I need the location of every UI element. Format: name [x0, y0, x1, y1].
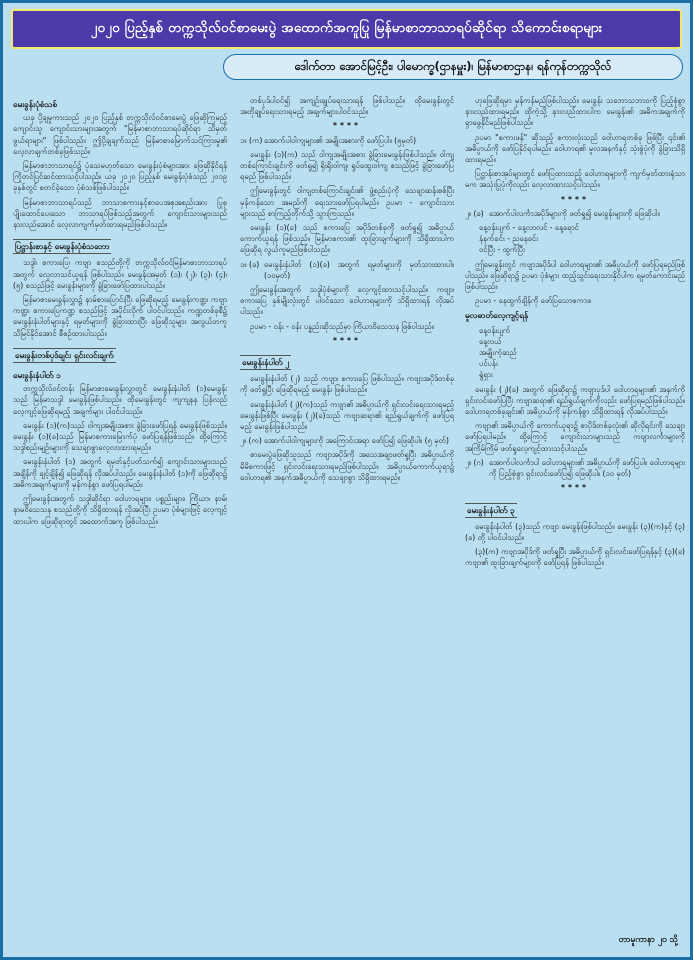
section-heading: မေးခွန်းနံပါတ် ၂	[240, 355, 291, 370]
list-item: အမျိုးကဲ့ဆည်	[479, 348, 517, 358]
paragraph: မေးခွန်းနံပါတ် (၃)သည် ကဗျာ မေးခွန်းဖြစ်ပါသည်။ မေးခွန်း (၃)(က)နှင့် (၃)(ခ) တို့ ပါဝင်ပါသည်။	[465, 521, 685, 542]
question-item	[465, 457, 685, 479]
section-break: ****	[561, 194, 589, 204]
list-item: နေ့ဝန်းပျက်	[479, 325, 511, 335]
paragraph: ကဗျာ၏ အဓိပ္ပာယ်ကို ကောက်ယူရာ၌ စာပိုဒ်တစ်ခုလုံး၏ ဆိုလိုရင်းကို သေချာဖော်ပြရပါမည်။ ထို့ကြောင့် ကျောင်းသားများသည် ကဗျာလင်္ကာများကို အကြိမ်ကြိမ် ဖတ်ရှုလေ့ကျင့်ထားသင့်ပါသည်။	[465, 421, 685, 453]
word-list	[479, 325, 685, 381]
document-title: ၂၀၂၀ ပြည့်နှစ် တက္ကသိုလ်ဝင်စာမေးပွဲ အထောက်အကူပြု မြန်မာစာဘာသာရပ်ဆိုင်ရာ သိကောင်းစရာများ	[90, 20, 603, 36]
section-heading: ပြဋ္ဌာန်းစာနှင့် မေးခွန်းပုံစံသဘော	[13, 239, 111, 254]
author-line: ဒေါက်တာ အောင်မြင့်ဦး၊ ပါမောက္ခ(ဌာနမှူး)၊ မြန်မာစာဌာန၊ ရန်ကုန်တက္ကသိုလ်	[294, 58, 612, 73]
paragraph: (၃)(က) ကဗျာအပိုဒ်ကို ဖတ်ရှုပြီး အဓိပ္ပာယ်ကို ရှင်းလင်းဖော်ပြရန်နှင့် (၃)(ခ) ကဗျာ၏ ထူးခြားချက်များကို ဖော်ပြရန် ဖြစ်ပါသည်။	[465, 547, 685, 568]
paragraph: ပြဋ္ဌာန်းစာအုပ်များတွင် ဖော်ပြထားသည့် ဝေါဟာရများကို ကျက်မှတ်ထားရုံသာမက အသုံးပြုပုံကိုလည်း လေ့လာထားသင့်ပါသည်။	[465, 169, 685, 190]
question-number: ၂။ (က)	[240, 436, 262, 446]
question-number: ၁။ (ခ)	[240, 259, 260, 269]
paragraph: စာမေးပွဲဖြေဆိုသူသည် ကဗျာအပိုဒ်ကို အသေအချာဖတ်ရှုပြီး အဓိပ္ပာယ်ကို မိမိစကားဖြင့် ရှင်းလင်းရေးသားရမည်ဖြစ်ပါသည်။ အဓိပ္ပာယ်ကောက်ယူရာ၌ ဝေါဟာရ၏ အနက်အဓိပ္ပာယ်ကို သေချာစွာ သိရှိထားရမည်။	[240, 450, 454, 482]
list-item: နေ့ဝန်းပျက် - နေ့လာလင် - နေ့ရောင်	[479, 223, 579, 233]
paragraph: မေးခွန်း (၁)(က) သည် ဝါကျအမျိုးအစား ခွဲခြားမေးခွန်းဖြစ်ပါသည်။ ဝါကျတစ်ကြောင်းချင်းကို ဖတ်ရှု၍ ရိုးရိုးဝါကျ၊ ရှုပ်ထွေးဝါကျ စသည်ဖြင့် ခွဲခြားဖော်ပြရမည် ဖြစ်ပါသည်။	[240, 149, 454, 182]
question-text: မေးခွန်းနံပါတ် (၁)(ခ) အတွက် ရမှတ်များကို မှတ်သားထားပါ။ (၁၀မှတ်)	[264, 259, 454, 280]
paragraph: ဥပမာ - နေထွက်ချိန်ကို ဖော်ပြသောစကား။	[475, 296, 592, 306]
paragraph: မေးခွန်း (၁)(ခ) သည် စကားပြေ အပိုဒ်တစ်ခုကို ဖတ်ရှု၍ အဓိပ္ပာယ်ကောက်ယူရန် ဖြစ်သည်။ မြန်မာစကား၏ ထူးခြားချက်များကို သိရှိထားပါက ဖြေဆိုရ လွယ်ကူမည်ဖြစ်ပါသည်။	[240, 223, 454, 255]
sub-heading: မေးခွန်းနံပါတ် ၁	[13, 370, 61, 381]
paragraph: မေးခွန်း (၂)(ခ) အတွက် ဖြေဆိုရာ၌ ကဗျာပုဒ်ပါ ဝေါဟာရများ၏ အနက်ကို ရှင်းလင်းဖော်ပြပြီး ကဗျာဆရာ၏ ရည်ရွယ်ချက်ကိုလည်း ဖော်ပြရမည်ဖြစ်ပါသည်။ ဝေါဟာရတစ်ခုချင်း၏ အဓိပ္ပာယ်ကို မှန်ကန်စွာ သိရှိထားရန် လိုအပ်ပါသည်။	[465, 384, 685, 417]
paragraph: မြန်မာစာဘာသာရပ်သည် ဘာသာစကားနှင့်စာပေအစုအစည်းအား ပြုစုပျိုးထောင်ပေးသော ဘာသာရပ်ဖြစ်သည့်အတွက် ကျောင်းသားများသည် နားလည်အောင် လေ့လာကျက်မှတ်ထားရမည်ဖြစ်ပါသည်။	[13, 197, 227, 230]
question-text: အောက်ပါလင်္ကာပါ ဝေါဟာရများ၏ အဓိပ္ပာယ်ကို ဖော်ပြပါ။ ဝေါဟာရများကို ပြည့်စုံစွာ ရှင်းလင်းဖော်ပြ၍ ဖြေဆိုပါ။ (၁၀ မှတ်)	[489, 457, 685, 479]
question-item	[240, 259, 454, 281]
paragraph: ဤမေးခွန်းအတွက် သဒ္ဒါဆိုင်ရာ ဝေါဟာရများ၊ ပစ္စည်းများ၊ ကြိယာ၊ နာမ်၊ နာမဝိသေသန စသည်တို့ကို သိရှိထားရန် လိုအပ်ပြီး ဥပမာ ပုံစံများဖြင့် လေ့ကျင့်ထားပါက ဖြေဆိုရာတွင် အထောက်အကူ ဖြစ်ပါသည်။	[13, 494, 227, 526]
section-break: ****	[561, 483, 589, 493]
column-2	[240, 95, 454, 930]
list-item: နေ့လယ်	[479, 336, 502, 346]
question-number: ၁။ (က)	[240, 135, 263, 145]
question-number: ၂။ (ဂ)	[465, 457, 484, 467]
question-text: အောက်ပါဝါကျများ၏ အမျိုးအစားကို ဖော်ပြပါ။ (၅မှတ်)	[264, 135, 417, 145]
paragraph: ဟုဖြေဆိုရမှာ မှန်ကန်မည်ဖြစ်ပါသည်။ မေးခွန်း သဘောသဘာဝကို ပြည့်စုံစွာ နားလည်ထားရမည်။ ထိုကဲ့သို့ နားလည်ထားပါက မေးခွန်း၏ အဓိကအချက်ကို ရှာဖွေနိုင်မည်ဖြစ်ပါသည်။	[465, 96, 685, 128]
paragraph: မြန်မာစာဘာသာရပ်၌ ပုံသေမဟုတ်သော မေးခွန်းပုံစံများအား ဖြေဆိုနိုင်ရန် ကြိုတင်ပြင်ဆင်ထားသင့်ပါသည်။ ယခု ၂၀၂၀ ပြည့်နှစ် မေးခွန်းပုံစံသည် ၂၀၁၉ ခုနှစ်တွင် စတင်ခဲ့သော ပုံစံသစ်ဖြစ်ပါသည်။	[13, 161, 227, 193]
question-item	[240, 435, 454, 446]
paragraph: မြန်မာစာမေးခွန်းလွှာ၌ နာမ်စားပြောင်းပြီး ဖြေဆိုရမည့် မေးခွန်းကဏ္ဍ၊ ကဗျာကဏ္ဍ၊ စကားပြေကဏ္ဍ စသည်ဖြင့် အပိုင်းလိုက် ပါဝင်ပါသည်။ ကဏ္ဍတစ်ခုစီ၌ မေးခွန်းနံပါတ်များနှင့် ရမှတ်များကို ခွဲခြားထားပြီး ဖြေဆိုသူများ အလွယ်တကူ သိမြင်နိုင်အောင် စီစဉ်ထားပါသည်။	[13, 295, 227, 338]
paragraph: မေးခွန်းနံပါတ် (၂)(က)သည် ကဗျာ၏ အဓိပ္ပာယ်ကို ရှင်းလင်းရေးသားရမည့် မေးခွန်းဖြစ်ပြီး မေးခွန်း (၂)(ခ)သည် ကဗျာဆရာ၏ ရည်ရွယ်ချက်ကို ဖော်ပြရမည့် မေးခွန်းဖြစ်ပါသည်။	[240, 399, 454, 432]
paragraph: တက္ကသိုလ်ဝင်တန်း မြန်မာစာမေးခွန်းလွှာတွင် မေးခွန်းနံပါတ် (၁)မေးခွန်းသည် မြန်မာသဒ္ဒါ မေးခွန်းဖြစ်ပါသည်။ ထိုမေးခွန်းတွင် ကျကျနန ပြန်လည်လေ့ကျင့်ဖြေဆိုရမည့် အချက်များ ပါဝင်ပါသည်။	[13, 384, 227, 416]
section-heading: မေးခွန်းပုံစံသစ်	[13, 99, 57, 109]
paragraph: မေးခွန်းနံပါတ် (၁) အတွက် ရမှတ်နှင့်ပတ်သက်၍ ကျောင်းသားများသည် အချိန်ကို ချင့်ချိန်၍ ဖြေဆိုရန် လိုအပ်ပါသည်။ မေးခွန်းနံပါတ် (၁)ကို ဖြေဆိုရာ၌ အဓိကအချက်များကို မှန်ကန်စွာ ဖော်ပြရပါမည်။	[13, 457, 227, 489]
paragraph: တစ်ပုဒ်ပါဝင်၍ အကျဉ်းချုပ်ရေးသားရန် ဖြစ်ပါသည်။ ထိုမေးခွန်းတွင် အတိုချုပ်ရေးသားရမည့် အချက်များပါဝင်သည်။	[240, 96, 454, 117]
question-item	[240, 135, 454, 146]
paragraph: ဤမေးခွန်းတွင် ဝါကျတစ်ကြောင်းချင်း၏ ဖွဲ့စည်းပုံကို သေချာဆန်းစစ်ပြီး မှန်ကန်သော အမည်ကို ရေးသားဖော်ပြရပါမည်။ ဥပမာ - ကျောင်းသားများသည် စာကြည့်တိုက်သို့ သွားကြသည်။	[240, 186, 454, 218]
section-break: ****	[333, 335, 361, 345]
paragraph: ဥပမာ - ဝန်း - ဝန်း ပန္နည်းဆိုသည်မှာ ကြိယာဝိသေသန ဖြစ်ပါသည်။	[250, 321, 435, 331]
question-item	[465, 208, 685, 219]
paragraph: ယခု ပို့ချမှုကားသည် ၂၀၂၀ ပြည့်နှစ် တက္ကသိုလ်ဝင်စာမေးပွဲ ဖြေဆိုကြမည့် ကျောင်းသူ ကျောင်းသားများအတွက် "မြန်မာစာဘာသာရပ်ဆိုင်ရာ သိမှတ်ဖွယ်ရာများ" ဖြစ်ပါသည်။ ဤပို့ချချက်သည် မြန်မာစာမြောက်သင်ကြားမှု၏ လေ့လာချက်တစ်ခုဖြစ်သည်။	[13, 113, 227, 156]
paragraph: ဥပမာ "စကားဖန်" ဆိုသည့် စကားလုံးသည် ဝေါဟာရတစ်ခု ဖြစ်ပြီး ၎င်း၏ အဓိပ္ပာယ်ကို ဖော်ပြနိုင်ရပါမည်။ ဝေါဟာရ၏ မူလအနက်နှင့် သုံးစွဲပုံကို ခွဲခြားသိရှိထားရမည်။	[465, 132, 685, 165]
section-break: ****	[333, 121, 361, 131]
title-banner	[11, 9, 682, 49]
list-item: ရွံရှား	[479, 370, 493, 380]
paragraph: သဒ္ဒါ၊ စကားပြေ၊ ကဗျာ စသည်တို့ကို တက္ကသိုလ်ဝင်မြန်မာစာဘာသာရပ်အတွက် လေ့လာသင်ယူရန် ဖြစ်ပါသည်။ မေးခွန်းအမှတ် (၁)၊ (၂)၊ (၃)၊ (၄)၊ (၅) စသည်ဖြင့် မေးခွန်းများကို ခွဲခြားဖော်ပြထားပါသည်။	[13, 258, 227, 290]
question-text: အောက်ပါဝါကျများကို အကြောင်းအရာ ဖော်ပြ၍ ဖြေဆိုပါ။ (၅ မှတ်)	[264, 436, 449, 446]
word-list	[479, 222, 685, 256]
paragraph: ဤမေးခွန်းအတွက် သဒ္ဒါပုံစံများကို လေ့ကျင့်ထားသင့်ပါသည်။ ကဗျာ၊ စကားပြေ နှစ်မျိုးလုံးတွင် ပါဝင်သော ဝေါဟာရများကို သိရှိထားရန် လိုအပ်ပါသည်။	[240, 285, 454, 317]
paragraph: မေးခွန်းနံပါတ် (၂) သည် ကဗျာ၊ စကားပြေ ဖြစ်ပါသည်။ ကဗျာအပိုဒ်တစ်ခုကို ဖတ်ရှုပြီး ဖြေဆိုရမည့် မေးခွန်း ဖြစ်ပါသည်။	[240, 374, 454, 395]
section-heading: မေးခွန်းတစ်ပုဒ်ချင်း ရှင်းလင်းချက်	[13, 348, 116, 363]
author-banner	[223, 54, 683, 80]
list-item: ဝင်ပြီး - ထွက်ပြီး	[479, 245, 525, 255]
paragraph: မေးခွန်း (၁)(က)သည် ဝါကျအမျိုးအစား ခွဲခြားဖော်ပြရန် မေးခွန်းဖြစ်သည်။ မေးခွန်း (၁)(ခ)သည် မြန်မာစကားမြောက်ပုံ ဖော်ပြရန်ဖြစ်သည်။ ထို့ကြောင့် သဒ္ဒါစည်းမျဉ်းများကို သေချာစွာလေ့လာထားရမည်။	[13, 420, 227, 453]
list-item: ပင်ပန်း	[479, 359, 498, 369]
continued-note: တာမူကာနာ ၂၀ သို့	[618, 935, 678, 945]
question-number: ၂။ (ခ)	[465, 208, 484, 218]
column-3	[465, 95, 685, 930]
question-text: အောက်ပါလင်္ကာအပိုဒ်များကို ဖတ်ရှု၍ မေးခွန်းများကို ဖြေဆိုပါ။	[489, 208, 660, 218]
section-heading: မေးခွန်းနံပါတ် ၃	[465, 503, 517, 518]
sub-heading: မူလဓာတ်လေ့ကျင့်ရန်	[465, 310, 529, 321]
column-1	[13, 95, 227, 930]
paragraph: ဤမေးခွန်းတွင် ကဗျာအပိုဒ်ပါ ဝေါဟာရများ၏ အဓိပ္ပာယ်ကို ဖော်ပြရမည်ဖြစ်ပါသည်။ ဖြေဆိုရာ၌ ဥပမာ ပုံစံများ ထည့်သွင်းရေးသားနိုင်ပါက ရမှတ်ကောင်းမည်ဖြစ်ပါသည်။	[465, 259, 685, 292]
list-item: နံနက်ခင်း - ညနေခင်း	[479, 234, 539, 244]
